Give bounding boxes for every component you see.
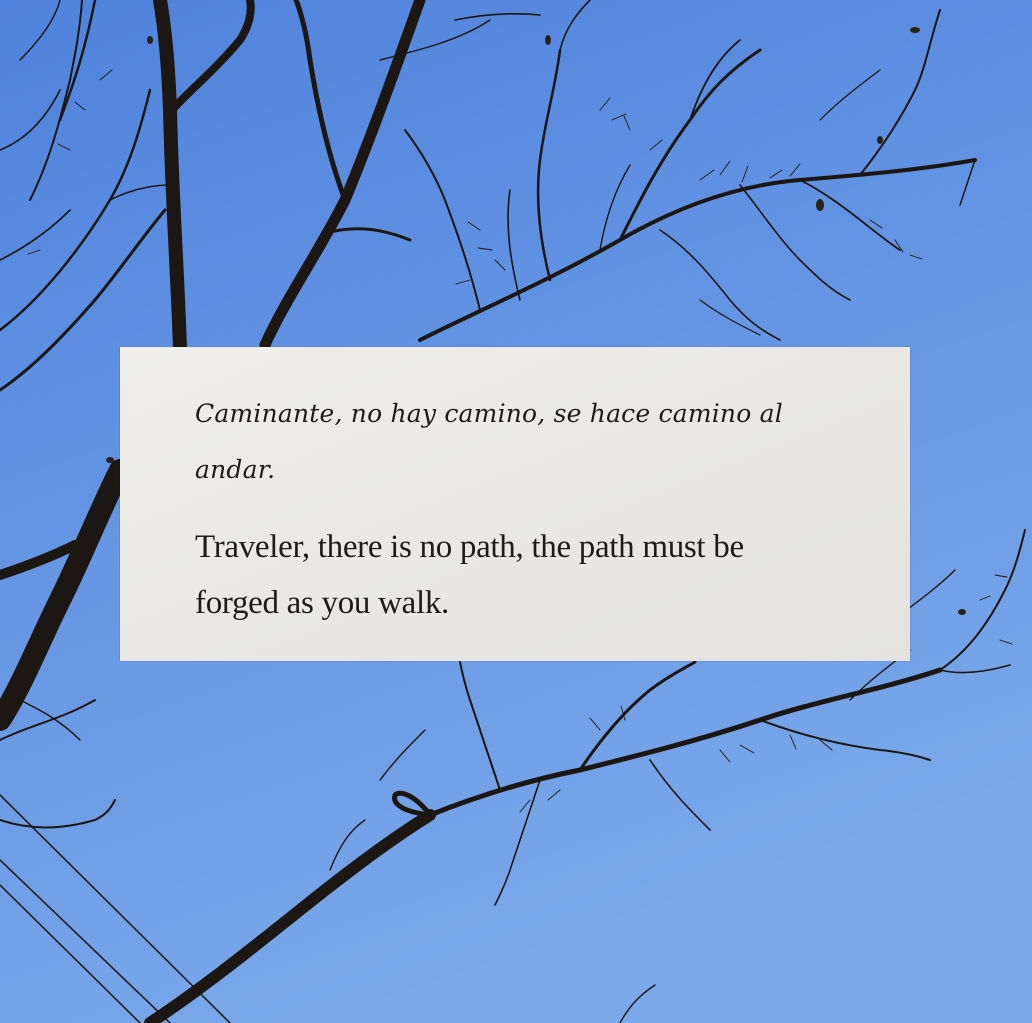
- lower-left-trunk: [0, 470, 120, 828]
- spanish-quote-line-2: andar.: [195, 455, 276, 484]
- upper-right-branches: [380, 0, 975, 340]
- english-quote-line-2: forged as you walk.: [195, 585, 449, 621]
- quote-paper-clipping: [120, 347, 910, 661]
- upper-trunk: [160, 0, 420, 350]
- english-quote-line-1: Traveler, there is no path, the path must be: [195, 529, 744, 565]
- left-branches: [0, 0, 170, 390]
- spanish-quote-line-1: Caminante, no hay camino, se hace camino al: [195, 399, 783, 428]
